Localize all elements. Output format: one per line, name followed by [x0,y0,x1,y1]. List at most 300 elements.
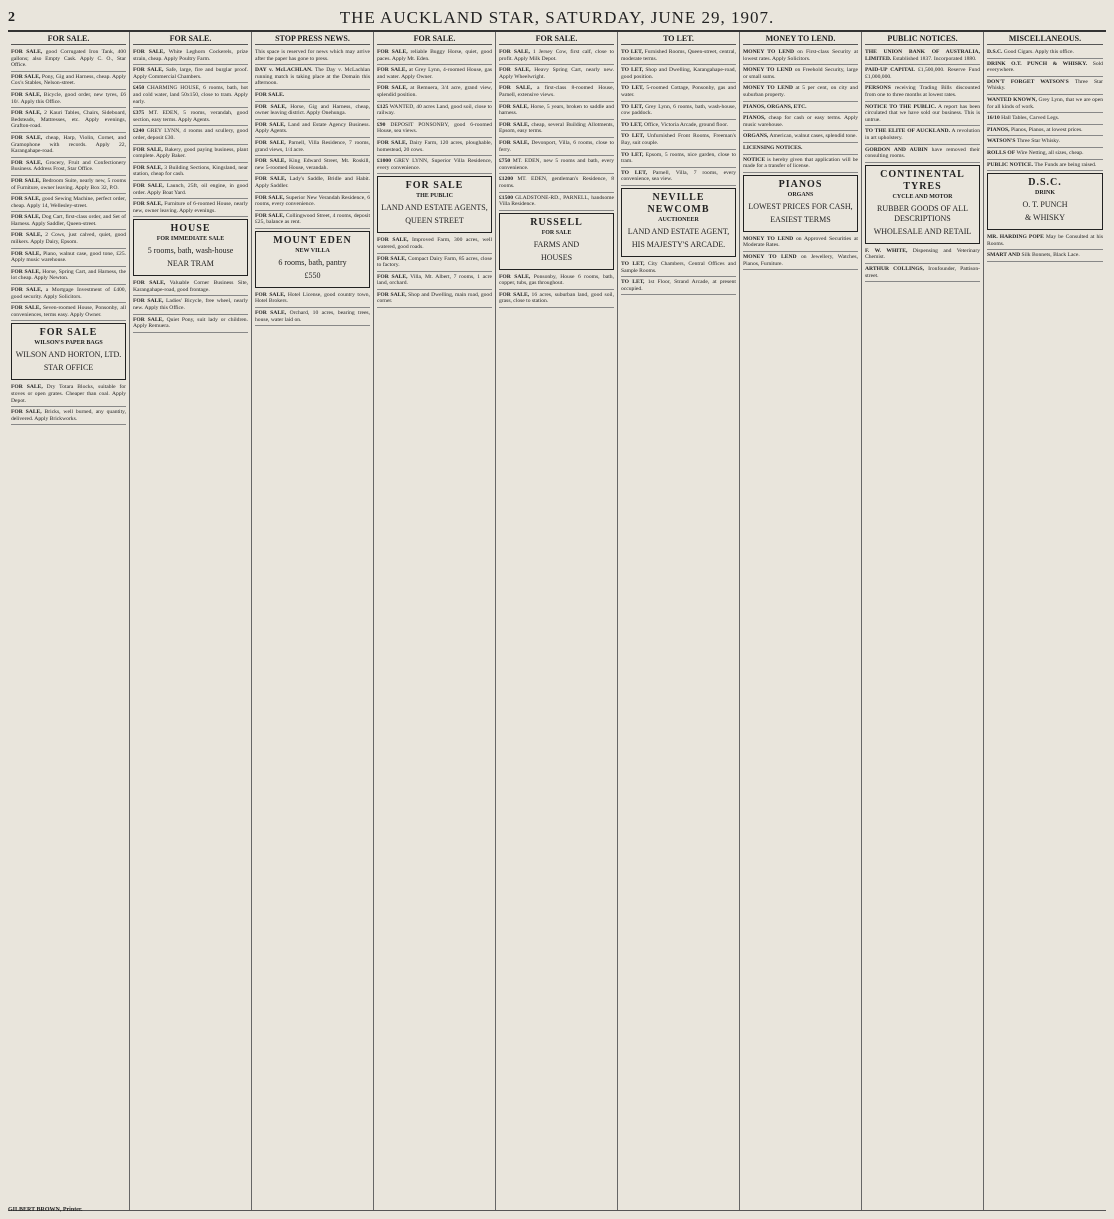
classified-ad [743,83,858,101]
column-6 [618,32,740,1210]
ad-text: good Corrugated Iron Tank, 400 gallons; also Empty Cask. Apply C. O., Star Office. [11,49,126,69]
ad-text: at Grey Lynn, 4-roomed House, gas and water. Apply Owner. [377,67,492,80]
column-1 [8,32,130,1210]
ad-heading: FOR SALE, [255,176,287,183]
ad-text: White Leghorn Cockerels, prize strain, cheap. Apply Poultry Farm. [133,49,248,62]
classified-ad [743,113,858,131]
ad-heading: F. W. WHITE, [865,247,908,254]
ad-heading: FOR SALE, [11,305,41,312]
ad-text: 2 Kauri Tables, Chairs, Sideboard, Bedsteads, Mattresses, etc. Apply evenings, Grafton-road. [11,110,126,130]
classified-ad [255,138,370,156]
ad-text: Shop and Dwelling, Karangahape-road, good position. [621,67,737,80]
ad-text: at 5 per cent, on city and suburban property. [743,85,859,98]
ad-heading: MONEY TO LEND [743,67,793,74]
ad-text: good Sewing Machine, perfect order, cheap. Apply 14, Wellesley-street. [11,196,126,209]
ad-text: The Day v. McLachlan running match is taking place at the Domain this afternoon. [255,67,370,87]
ad-heading: FOR SALE, [255,212,285,219]
ad-text: Wire Netting, all sizes, cheap. [1016,149,1084,156]
ad-heading: NOTICE TO THE PUBLIC. [865,103,937,110]
classified-ad [499,290,614,308]
classified-ad [743,143,858,155]
classified-ad [133,315,248,333]
ad-heading: DAY v. McLACHLAN. [255,67,313,74]
ad-heading: FOR SALE, [377,273,408,280]
ad-heading: TO LET, [621,260,645,267]
classified-ad [987,47,1103,59]
classified-ad [499,47,614,65]
ad-heading: TO THE ELITE OF AUCKLAND. [865,128,950,135]
classified-ad [11,267,126,285]
ad-heading: FOR SALE, [499,49,530,55]
ad-text: King Edward Street, Mt. Roskill, new 5-roomed House, verandah. [255,158,370,171]
classified-ad [621,259,736,277]
classified-ad [987,113,1103,125]
ad-heading: FOR SALE, [133,182,164,189]
ad-heading: FOR SALE, [255,158,286,165]
ad-heading: FOR SALE, [133,164,163,171]
printer-footer: GILBERT BROWN, Printer. [8,1207,83,1213]
classified-ad [255,174,370,192]
display-ad-subtitle: AUCTIONEER [658,216,699,223]
ad-heading: FOR SALE, [377,291,407,298]
classified-ad [987,160,1103,172]
ad-heading: 16/10 [987,115,1000,122]
classified-ad [377,83,492,101]
ad-heading: TO LET, [621,169,647,176]
ad-heading: TO LET, [621,121,643,128]
classified-ad [11,108,126,133]
classified-ad [255,290,370,308]
display-ad-subtitle: CYCLE AND MOTOR [892,193,953,200]
ad-text: Bricks, well burned, any quantity, delivered. Apply Brickworks. [11,409,126,422]
ad-heading: ROLLS OF [987,149,1016,156]
classified-ad [621,120,736,132]
display-advertisement [865,165,980,244]
display-ad-subtitle: DRINK [1034,190,1055,197]
display-ad-title: CONTINENTAL TYRES [880,168,965,192]
ad-heading: DRINK O.T. PUNCH & WHISKY. [987,60,1088,67]
ad-heading: FOR SALE, [11,177,41,184]
ad-text: American, walnut cases, splendid tone. [769,133,857,140]
display-ad-title: FOR SALE [405,180,464,192]
classified-ad [377,254,492,272]
ad-text: is hereby given that application will be made for a transfer of license. [743,156,858,170]
ad-heading: TO LET, [621,279,645,286]
classified-ad [377,290,492,308]
classified-ad [11,230,126,248]
ad-text: GREY LYNN, 4 rooms and scullery, good order, deposit £30. [133,128,248,141]
classified-ad [133,83,248,108]
ad-text: Grocery, Fruit and Confectionery Business. Address Frost, Star Office. [11,159,127,173]
classified-ad [865,264,980,282]
ad-text: Hall Tables, Carved Legs. [1001,115,1060,122]
ad-text: 2 Cows, just calved, quiet, good milkers. Apply Dairy, Epsom. [11,232,127,246]
ad-text: Villa, Mt. Albert, 7 rooms, 1 acre land, orchard. [377,273,492,287]
ad-heading: ORGANS, [743,133,769,140]
classified-ad [865,65,980,83]
ad-heading: PIANOS, ORGANS, ETC. [743,103,807,110]
ad-text: Lady's Saddle, Bridle and Habit. Apply Saddler. [255,176,371,189]
column-2 [130,32,252,1210]
ad-text: on First-class Security at lowest rates. Apply Solicitors. [743,49,859,62]
ad-heading: FOR SALE, [11,73,41,80]
ad-text: Pianos, Pianos, at lowest prices. [1010,126,1083,133]
column-9 [984,32,1106,1210]
ad-heading: FOR SALE, [377,67,407,74]
classified-ad [987,148,1103,160]
ad-text: Devonport, Villa, 6 rooms, close to ferry. [499,139,615,153]
page-number: 2 [8,10,15,25]
ad-heading: FOR SALE, [377,255,407,262]
ad-heading: MONEY TO LEND [743,49,795,55]
ad-heading: SMART AND [987,252,1021,259]
ad-heading: FOR SALE, [499,291,530,298]
ad-text: £1,500,000. Reserve Fund £1,000,000. [865,67,980,80]
ad-heading: FOR SALE, [499,121,530,128]
ad-text: MT. EDEN, new 5 rooms and bath, every convenience. [499,158,614,171]
ad-heading: £375 [133,110,145,117]
display-ad-line: LAND AND ESTATE AGENT, [627,226,730,236]
classified-ad [499,138,614,156]
classified-ad [11,382,126,407]
classified-ad [133,296,248,314]
display-ad-line: STAR OFFICE [43,363,94,373]
display-advertisement [499,213,614,270]
ad-text: Epsom, 5 rooms, nice garden, close to tram. [621,151,736,165]
ad-text: MT. EDEN, 5 rooms, verandah, good section, easy terms. Apply Agents. [133,110,248,123]
classified-ad [743,65,858,83]
ad-heading: FOR SALE, [255,121,286,128]
ad-text: WANTED, 40 acres Land, good soil, close to railway. [377,103,492,117]
classified-ad [743,102,858,114]
ad-heading: ARTHUR COLLINGS, [865,265,925,272]
classified-ad [255,120,370,138]
columns-grid [8,32,1106,1211]
ad-text: Shop and Dwelling, main road, good corner. [377,291,493,305]
ad-heading: FOR SALE, [11,196,41,203]
display-ad-title: D.S.C. [1028,177,1062,189]
ad-heading: FOR SALE, [255,103,287,110]
classified-ad [987,59,1103,77]
display-ad-subtitle: NEW VILLA [295,247,330,254]
classified-ad [865,246,980,264]
column-3 [252,32,374,1210]
classified-ad [133,199,248,217]
ad-heading: FOR SALE, [499,139,530,146]
classified-ad [499,102,614,120]
ad-text: Sold everywhere. [987,60,1103,74]
classified-ad [377,102,492,120]
display-ad-line: HOUSES [540,252,573,262]
ad-text: Ironfounder, Pattison-street. [865,265,980,279]
ad-heading: FOR SALE, [11,384,43,391]
ad-text: MT. EDEN, gentleman's Residence, 8 rooms. [499,176,614,189]
ad-text: Grey Lynn, that we are open for all kinds of work. [987,96,1104,110]
ad-text: Safe, large, fire and burglar proof. Apply Commercial Chambers. [133,67,249,80]
ad-text: Hotel License, good country town, Hotel Brokers. [255,291,370,305]
ad-heading: FOR SALE, [255,139,286,146]
display-ad-title: PIANOS [778,178,823,190]
ad-heading: MR. HARDING POPE [987,234,1044,241]
ad-heading: FOR SALE, [499,273,531,280]
classified-ad [133,108,248,126]
ad-heading: PIANOS, [743,115,766,122]
ad-heading: THE UNION BANK OF AUSTRALIA, LIMITED. [865,49,980,62]
classified-ad [255,308,370,326]
classified-ad [987,125,1103,137]
ad-text: at Remuera, 3/4 acre, grand view, splendid position. [377,85,493,98]
ad-heading: WATSON'S [987,138,1016,145]
classified-ad [377,65,492,83]
display-ad-subtitle: FOR SALE [541,229,572,236]
ad-text: A revolution in art upholstery. [865,128,981,141]
ad-heading: PAID-UP CAPITAL [865,67,915,74]
classified-ad [255,211,370,229]
classified-ad [621,65,736,83]
ad-text: Dry Totara Blocks, suitable for stoves or open grates. Cheaper than coal. Apply Depot. [11,384,126,404]
classified-ad [987,136,1103,148]
ad-heading: £1200 [499,176,513,183]
ad-text: Collingwood Street, 4 rooms, deposit £25, balance as rent. [255,212,371,226]
ad-text: Horse, 5 years, broken to saddle and harness. [499,103,614,117]
display-ad-line: NEAR TRAM [167,259,214,269]
ad-heading: TO LET, [621,67,644,74]
ad-heading: NOTICE [743,156,766,163]
ad-heading: FOR SALE, [11,409,42,416]
classified-ad [499,83,614,101]
ad-heading: D.S.C. [987,49,1003,55]
column-header: FOR SALE. [133,34,248,45]
display-ad-subtitle: WILSON'S PAPER BAGS [34,340,103,347]
classified-ad [11,72,126,90]
ad-heading: FOR SALE, [377,85,408,92]
classified-ad [11,285,126,303]
ad-heading: PERSONS [865,85,891,92]
ad-heading: FOR SALE, [11,287,43,294]
classified-ad [133,181,248,199]
classified-ad [865,83,980,101]
classified-ad [621,131,736,149]
ad-heading: MONEY TO LEND [743,85,793,92]
classified-ad [499,120,614,138]
ad-text: 3 Building Sections, Kingsland, near station, cheap for cash. [133,164,248,178]
ad-heading: FOR SALE, [11,214,41,221]
ad-heading: FOR SALE, [133,146,163,153]
ad-text: 16 acres, suburban land, good soil, grass, close to station. [499,291,614,305]
classified-ad [743,252,858,270]
ad-text: Silk Bonnets, Black Lace. [1021,252,1080,259]
ad-heading: FOR SALE, [11,110,42,117]
classified-ad [377,272,492,290]
ad-text: receiving Trading Bills discounted from one to three months at lowest rates. [865,85,980,98]
display-ad-title: FOR SALE [39,327,98,339]
classified-ad [743,155,858,173]
ad-text: Ladies' Bicycle, free wheel, nearly new. Apply this Office. [133,298,249,312]
ad-text: Bicycle, good order, new tyres, £6 10/. Apply this Office. [11,91,126,105]
ad-heading: FOR SALE, [377,49,408,55]
display-ad-title: MOUNT EDEN [273,234,352,246]
classified-ad [11,407,126,425]
ad-text: reliable Buggy Horse, quiet, good paces. Apply Mt. Eden. [377,49,493,62]
ad-text: City Chambers, Central Offices and Sample Rooms. [621,260,736,274]
ad-text: GLADSTONE-RD., PARNELL, handsome Villa Residence. [499,194,614,208]
ad-heading: FOR SALE, [133,67,164,74]
ad-text: Ponsonby, House 6 rooms, bath, copper, tubs, gas throughout. [499,273,615,287]
column-header: MISCELLANEOUS. [987,34,1103,45]
classified-ad [865,47,980,65]
ad-text: Quiet Pony, suit lady or children. Apply Remuera. [133,316,248,330]
display-ad-line: & WHISKY [1024,213,1066,223]
ad-heading: TO LET, [621,103,644,110]
ad-heading: £750 [499,158,511,165]
display-ad-line: FARMS AND [533,239,580,249]
display-ad-line: HIS MAJESTY'S ARCADE. [631,239,726,249]
ad-text: Unfurnished Front Rooms, Freeman's Bay, suit couple. [621,133,736,146]
ad-text: on Approved Securities at Moderate Rates. [743,235,858,249]
ad-text: cheap, Harp, Violin, Cornet, and Gramophone with records. Apply 22, Karangahape-road. [11,134,126,155]
column-header: MONEY TO LEND. [743,34,858,45]
ad-text: Land and Estate Agency Business. Apply Agents. [255,121,370,135]
ad-text: cheap for cash or easy terms. Apply music warehouse. [743,115,858,128]
display-advertisement [133,219,248,276]
ad-heading: £1500 [499,194,513,201]
classified-ad [11,212,126,230]
display-ad-subtitle: FOR IMMEDIATE SALE [156,236,225,243]
column-header: FOR SALE. [499,34,614,45]
classified-ad [987,232,1103,250]
ad-heading: FOR SALE, [255,291,286,298]
ad-text: 1st Floor, Strand Arcade, at present occupied. [621,279,736,292]
ad-text: The Funds are being raised. [1034,161,1097,168]
ad-heading: TO LET, [621,151,644,158]
column-header: FOR SALE. [11,34,126,45]
ad-text: Good Cigars. Apply this office. [1003,49,1074,55]
classified-ad [255,156,370,174]
ad-text: This space is reserved for news which may arrive after the paper has gone to press. [255,49,370,62]
classified-ad [133,126,248,144]
ad-heading: MONEY TO LEND [743,253,797,260]
classified-ad [11,176,126,194]
ad-text: Superior New Verandah Residence, 6 rooms, every convenience. [255,194,370,208]
display-ad-subtitle: ORGANS [787,191,814,198]
display-ad-line: 6 rooms, bath, pantry [278,257,347,267]
ad-text: Furniture of 6-roomed House, nearly new, owner leaving. Apply evenings. [133,201,248,214]
display-ad-line: £550 [304,270,321,280]
ad-heading: TO LET, [621,85,644,92]
classified-ad [499,65,614,83]
ad-heading: FOR SALE, [255,310,287,317]
ad-heading: DON'T FORGET WATSON'S [987,78,1069,85]
column-5 [496,32,618,1210]
classified-ad [865,145,980,163]
classified-ad [865,102,980,127]
ad-heading: £1000 [377,158,391,165]
ad-text: Valuable Corner Business Site, Karangahape-road, good frontage. [133,280,249,293]
ad-heading: FOR SALE, [133,280,166,287]
ad-heading: FOR SALE, [377,237,409,244]
ad-heading: FOR SALE, [499,85,532,92]
ad-text: cheap, several Building Allotments, Epsom, easy terms. [499,121,614,135]
display-ad-line: 5 rooms, bath, wash-house [147,246,234,256]
ad-text: Seven-roomed House, Ponsonby, all conveniences, terms easy. Apply Owner. [11,305,127,318]
ad-text: Bedroom Suite, nearly new, 5 rooms of Furniture, owner leaving. Apply Box 32, P.O. [11,177,126,191]
ad-heading: PIANOS, [987,126,1010,133]
ad-text: Established 1837. Incorporated 1880. [892,55,977,62]
classified-ad [255,90,370,102]
display-ad-title: NEVILLE NEWCOMB [647,191,710,215]
masthead [8,6,1106,32]
ad-heading: FOR SALE, [11,159,43,166]
ad-text: Improved Farm, 300 acres, well watered, good roads. [377,237,492,250]
ad-text: 5-roomed Cottage, Ponsonby, gas and water. [621,85,736,98]
ad-text: A report has been circulated that we have sold our business. This is untrue. [865,103,981,123]
display-advertisement [621,188,736,257]
ad-text: Launch, 25ft, oil engine, in good order. Apply Boat Yard. [133,182,248,196]
classified-ad [133,145,248,163]
classified-ad [11,249,126,267]
classified-ad [255,47,370,65]
classified-ad [987,95,1103,113]
classified-ad [133,65,248,83]
ad-heading: LICENSING NOTICES. [743,144,803,151]
ad-heading: GORDON AND AUBIN [865,146,928,153]
display-ad-subtitle: THE PUBLIC [416,193,453,200]
classified-ad [255,193,370,211]
display-ad-line: WHOLESALE AND RETAIL [873,226,972,236]
ad-text: Bakery, good paying business, plant complete. Apply Baker. [133,146,248,160]
classified-ad [11,133,126,158]
ad-text: DEPOSIT PONSONBY, good 6-roomed House, sea views. [377,121,492,135]
ad-text: GREY LYNN, Superior Villa Residence, every convenience. [377,158,492,171]
ad-text: Piano, walnut case, good tone, £25. Apply music warehouse. [11,250,127,264]
ad-heading: FOR SALE, [11,232,43,239]
classified-ad [743,234,858,252]
column-8 [862,32,984,1210]
ad-text: a Mortgage Investment of £400, good security. Apply Solicitors. [11,287,126,300]
ad-text: Three Star Whisky. [987,78,1103,92]
ad-heading: FOR SALE, [377,139,408,146]
classified-ad [621,150,736,168]
ad-heading: FOR SALE, [11,250,41,257]
ad-text: a first-class 8-roomed House, Parnell, extensive views. [499,85,614,98]
classified-ad [11,47,126,72]
ad-text: Horse, Spring Cart, and Harness, the lot cheap. Apply Newton. [11,268,126,282]
ad-text: Heavy Spring Cart, nearly new. Apply Wheelwright. [499,67,614,80]
display-ad-line: QUEEN STREET [405,216,464,226]
ad-heading: £240 [133,128,145,135]
ad-text: Pony, Gig and Harness, cheap. Apply Cox's Stables, Nelson-street. [11,73,127,87]
ad-heading: FOR SALE, [11,134,43,141]
column-header: STOP PRESS NEWS. [255,34,370,45]
ad-heading: FOR SALE, [11,91,42,98]
ad-heading: FOR SALE, [499,103,529,110]
ad-heading: MONEY TO LEND [743,235,794,242]
display-ad-line: LAND AND ESTATE AGENTS, [381,203,488,213]
ad-heading: PUBLIC NOTICE. [987,161,1034,168]
ad-text: on Jewellery, Watches, Pianos, Furniture. [743,253,859,267]
column-4 [374,32,496,1210]
classified-ad [133,278,248,296]
classified-ad [377,47,492,65]
ad-text: Parnell, Villa Residence, 7 rooms, grand views, 1/4 acre. [255,139,371,153]
column-header: TO LET. [621,34,736,45]
ad-heading: FOR SALE, [133,201,163,208]
display-advertisement [377,176,492,233]
classified-ad [987,77,1103,95]
ad-text: Parnell, Villa, 7 rooms, every convenience, sea view. [621,169,736,183]
ad-text: Office, Victoria Arcade, ground floor. [643,121,729,128]
column-header: PUBLIC NOTICES. [865,34,980,45]
